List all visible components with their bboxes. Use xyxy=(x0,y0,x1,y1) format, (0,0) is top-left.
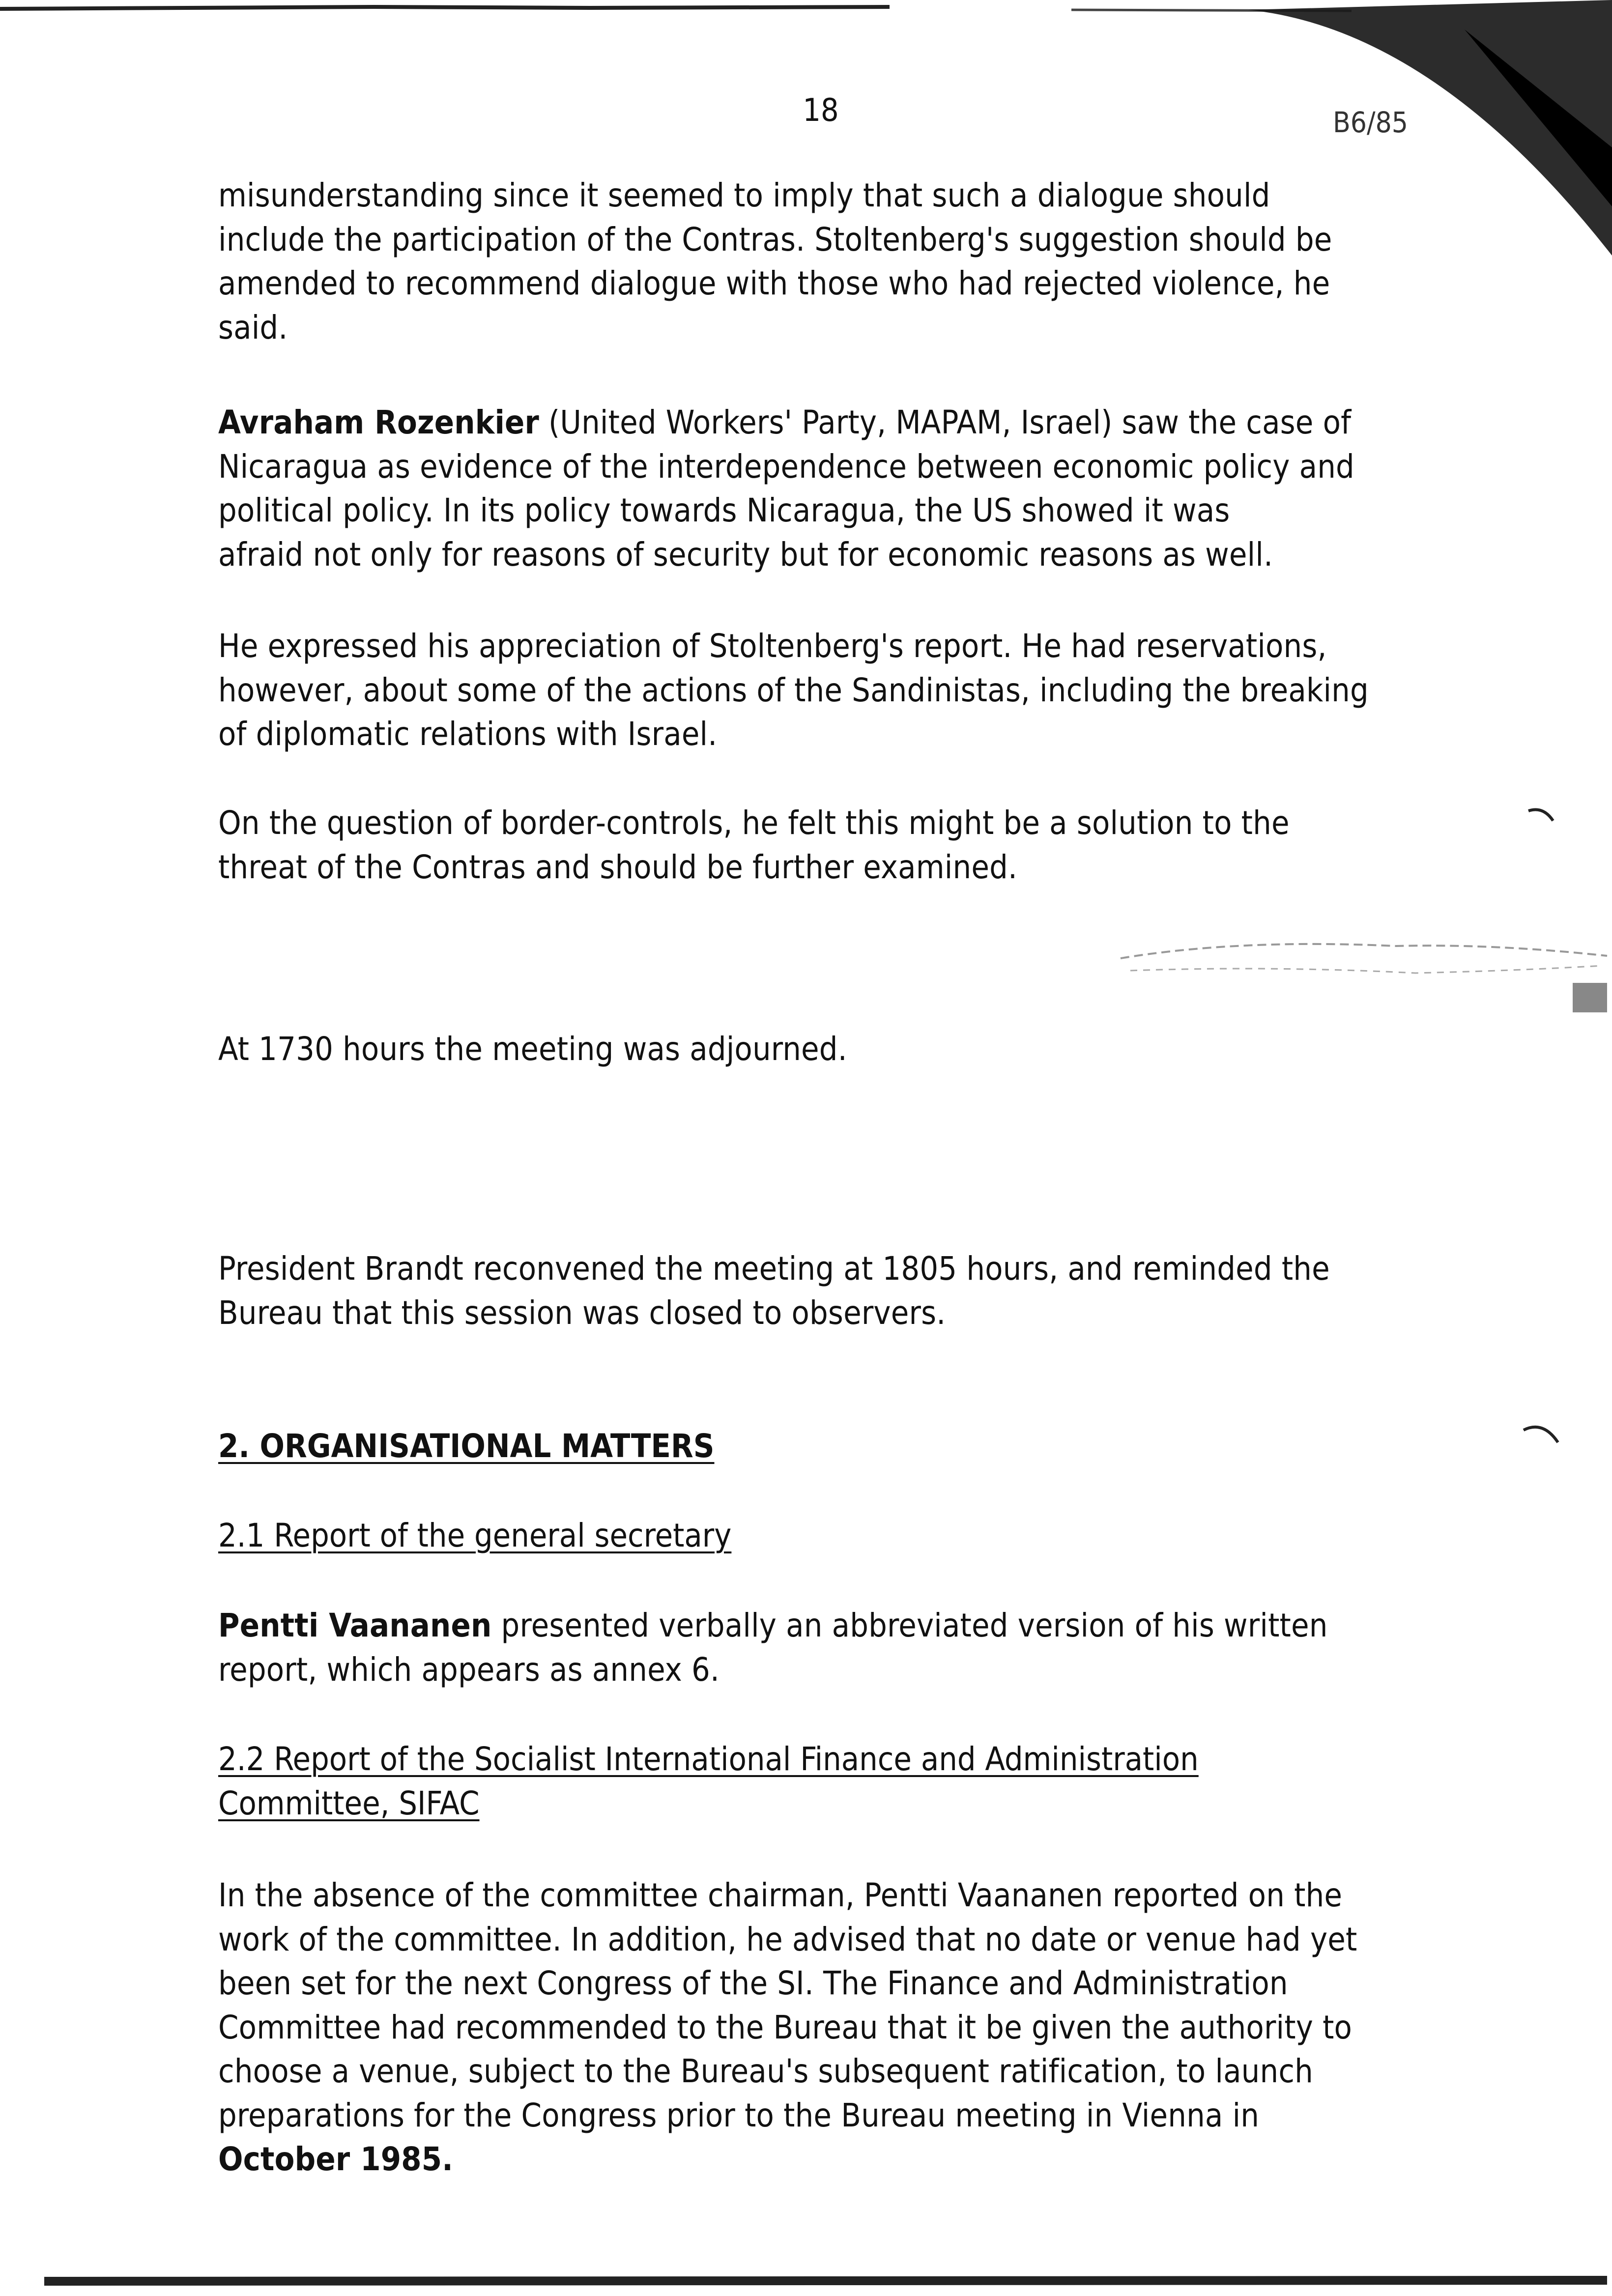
subsection-heading-general-secretary: 2.1 Report of the general secretary xyxy=(218,1517,732,1554)
paragraph-vaananen-report xyxy=(218,1604,1457,1692)
paragraph-rozenkier-nicaragua xyxy=(218,401,1457,576)
paragraph-text: presented verbally an abbreviated version of his written report, which appears as annex 6. xyxy=(218,1607,1328,1689)
paragraph-border-controls: On the question of border-controls, he felt this might be a solution to the threat of the Contras and should be further examined. xyxy=(218,804,1290,886)
speaker-name: Pentti Vaananen xyxy=(218,1607,492,1644)
scan-margin-mark-2 xyxy=(1519,1415,1568,1455)
paragraph-dialogue-amendment: misunderstanding since it seemed to imply that such a dialogue should include the participation of the Contras. Stoltenberg's suggestion should be amended to recommend dialogue with those who had rejected violence, he said. xyxy=(218,176,1332,346)
paragraph-adjourned: At 1730 hours the meeting was adjourned. xyxy=(218,1030,847,1068)
section-heading-organisational-matters: 2. ORGANISATIONAL MATTERS xyxy=(218,1427,715,1465)
paragraph-text: (United Workers' Party, MAPAM, Israel) saw the case of Nicaragua as evidence of the interdependence between economic policy and political policy. In its policy towards Nicaragua, the US showed it was afraid not only for reasons of security but for economic reasons as well. xyxy=(218,403,1354,574)
subsection-heading-sifac: 2.2 Report of the Socialist International Finance and Administration Committee, SIFAC xyxy=(218,1740,1199,1822)
scan-bottom-edge xyxy=(0,2270,1612,2296)
page-number: 18 xyxy=(803,92,839,129)
paragraph-reconvened: President Brandt reconvened the meeting at 1805 hours, and reminded the Bureau that this session was closed to observers. xyxy=(218,1250,1330,1332)
paragraph-sifac-report xyxy=(218,1873,1457,2181)
paragraph-text: In the absence of the committee chairman, Pentti Vaananen reported on the work of the committee. In addition, he advised that no date or venue had yet been set for the next Congress of the SI. The Finance and Administration Committee had recommended to the Bureau that it be given the authority to choose a venue, subject to the Bureau's subsequent ratification, to launch preparations for the Congress prior to the Bureau meeting in Vienna in xyxy=(218,1876,1357,2134)
date-text: October 1985. xyxy=(218,2140,454,2178)
speaker-name: Avraham Rozenkier xyxy=(218,403,539,441)
paragraph-appreciation: He expressed his appreciation of Stoltenberg's report. He had reservations, however, about some of the actions of the Sandinistas, including the breaking of diplomatic relations with Israel. xyxy=(218,627,1369,753)
document-reference: B6/85 xyxy=(1333,106,1408,139)
